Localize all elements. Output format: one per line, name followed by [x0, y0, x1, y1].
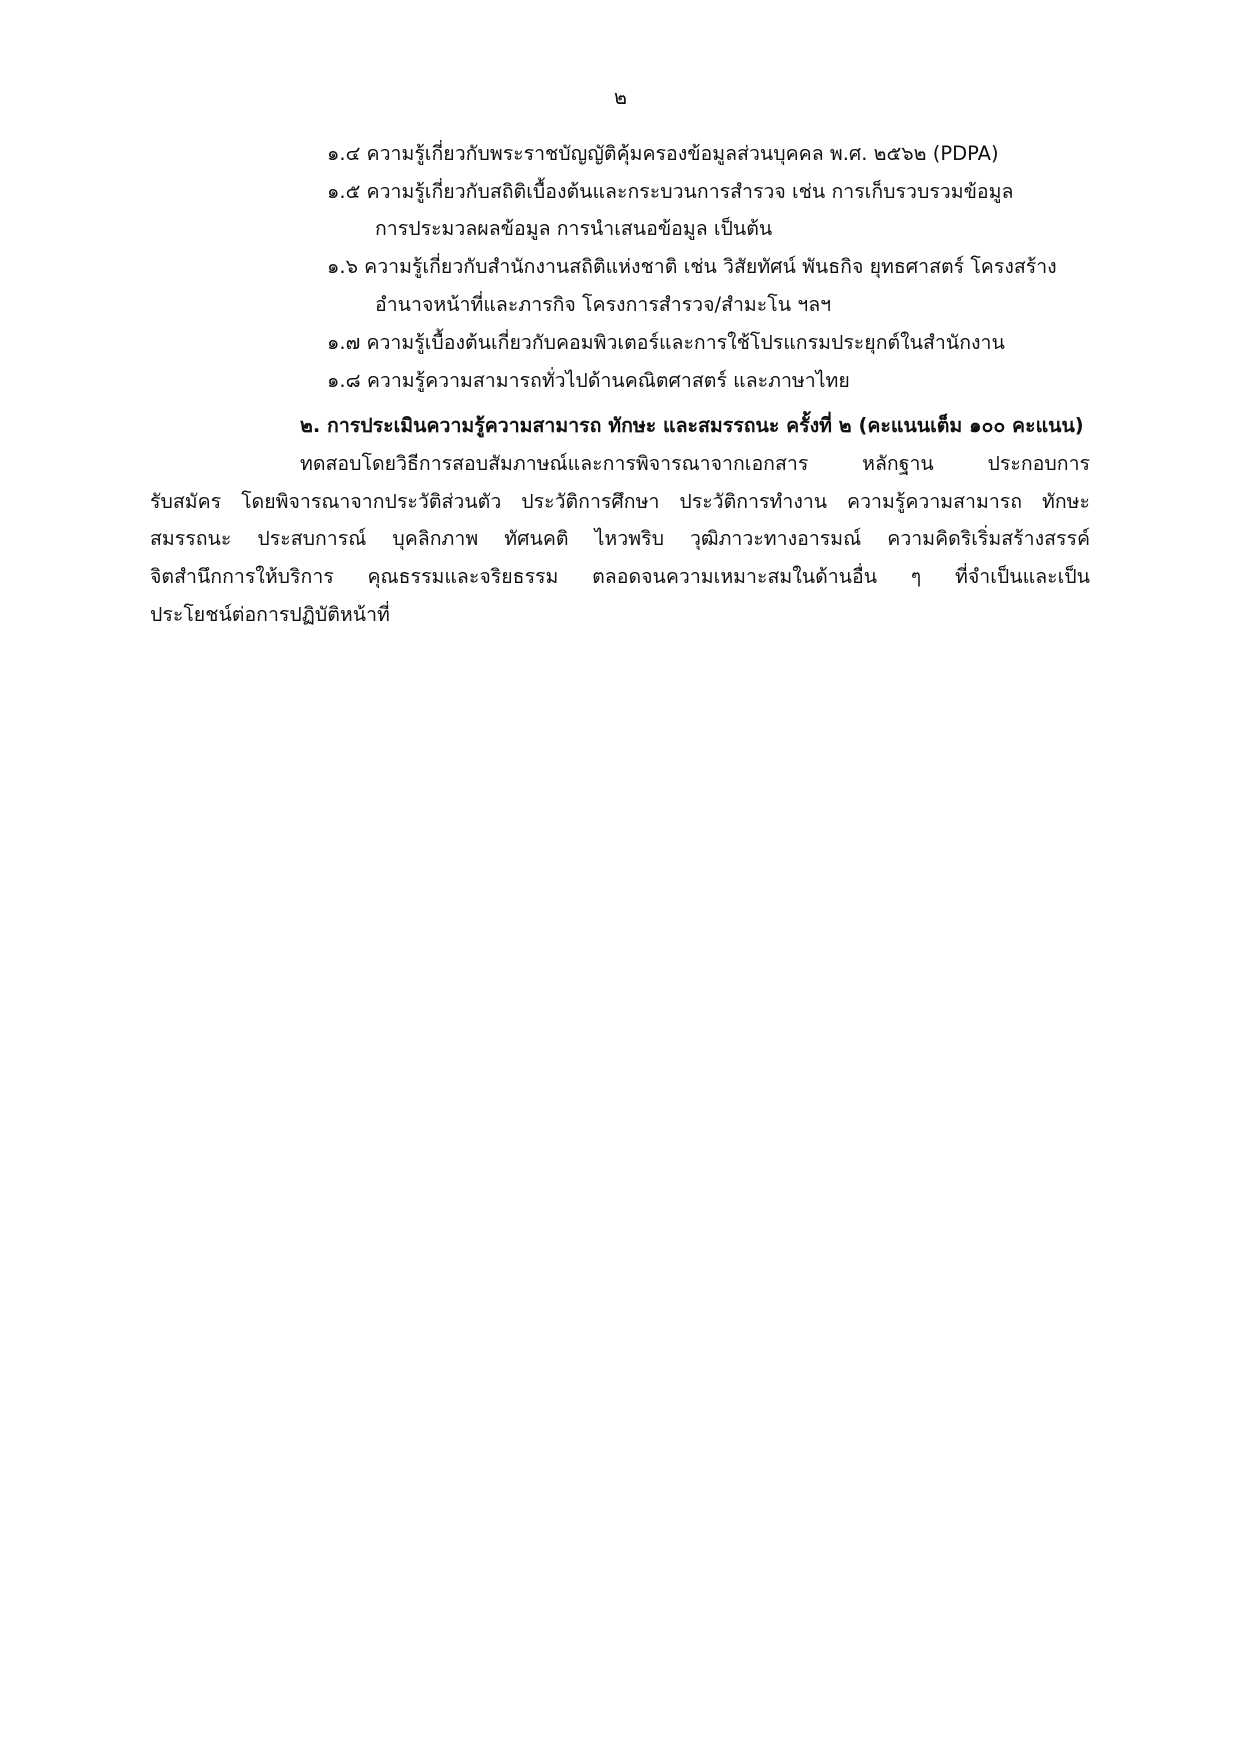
list-item-1-5: ๑.๕ ความรู้เกี่ยวกับสถิติเบื้องต้นและกระบวนการสำรวจ เช่น การเก็บรวบรวมข้อมูล: [327, 180, 1014, 203]
section-2-paragraph-line-5: ประโยชน์ต่อการปฏิบัติหน้าที่: [150, 603, 390, 626]
page-number: ๒: [613, 85, 628, 109]
list-item-1-6: ๑.๖ ความรู้เกี่ยวกับสำนักงานสถิติแห่งชาติ เช่น วิสัยทัศน์ พันธกิจ ยุทธศาสตร์ โครงสร้าง: [327, 255, 1057, 278]
section-2-paragraph-line-3: สมรรถนะ ประสบการณ์ บุคลิกภาพ ทัศนคติ ไหวพริบ วุฒิภาวะทางอารมณ์ ความคิดริเริ่มสร้างสรรค์: [150, 527, 1090, 550]
section-2-paragraph-line-2: รับสมัคร โดยพิจารณาจากประวัติส่วนตัว ประวัติการศึกษา ประวัติการทำงาน ความรู้ความสามารถ ทักษะ: [150, 490, 1090, 513]
list-item-1-7: ๑.๗ ความรู้เบื้องต้นเกี่ยวกับคอมพิวเตอร์และการใช้โปรแกรมประยุกต์ในสำนักงาน: [327, 331, 1005, 354]
list-item-1-5-continuation: การประมวลผลข้อมูล การนำเสนอข้อมูล เป็นต้น: [375, 217, 773, 240]
section-2-heading: ๒. การประเมินความรู้ความสามารถ ทักษะ และสมรรถนะ ครั้งที่ ๒ (คะแนนเต็ม ๑๐๐ คะแนน): [300, 414, 1084, 437]
section-2-paragraph-line-1: ทดสอบโดยวิธีการสอบสัมภาษณ์และการพิจารณาจากเอกสาร หลักฐาน ประกอบการ: [300, 452, 1090, 475]
list-item-1-4: ๑.๔ ความรู้เกี่ยวกับพระราชบัญญัติคุ้มครองข้อมูลส่วนบุคคล พ.ศ. ๒๕๖๒ (PDPA): [327, 142, 999, 165]
list-item-1-8: ๑.๘ ความรู้ความสามารถทั่วไปด้านคณิตศาสตร์ และภาษาไทย: [327, 369, 850, 392]
list-item-1-6-continuation: อำนาจหน้าที่และภารกิจ โครงการสำรวจ/สำมะโน ฯลฯ: [375, 293, 832, 316]
section-2-paragraph-line-4: จิตสำนึกการให้บริการ คุณธรรมและจริยธรรม ตลอดจนความเหมาะสมในด้านอื่น ๆ ที่จำเป็นและเป็น: [150, 565, 1090, 588]
